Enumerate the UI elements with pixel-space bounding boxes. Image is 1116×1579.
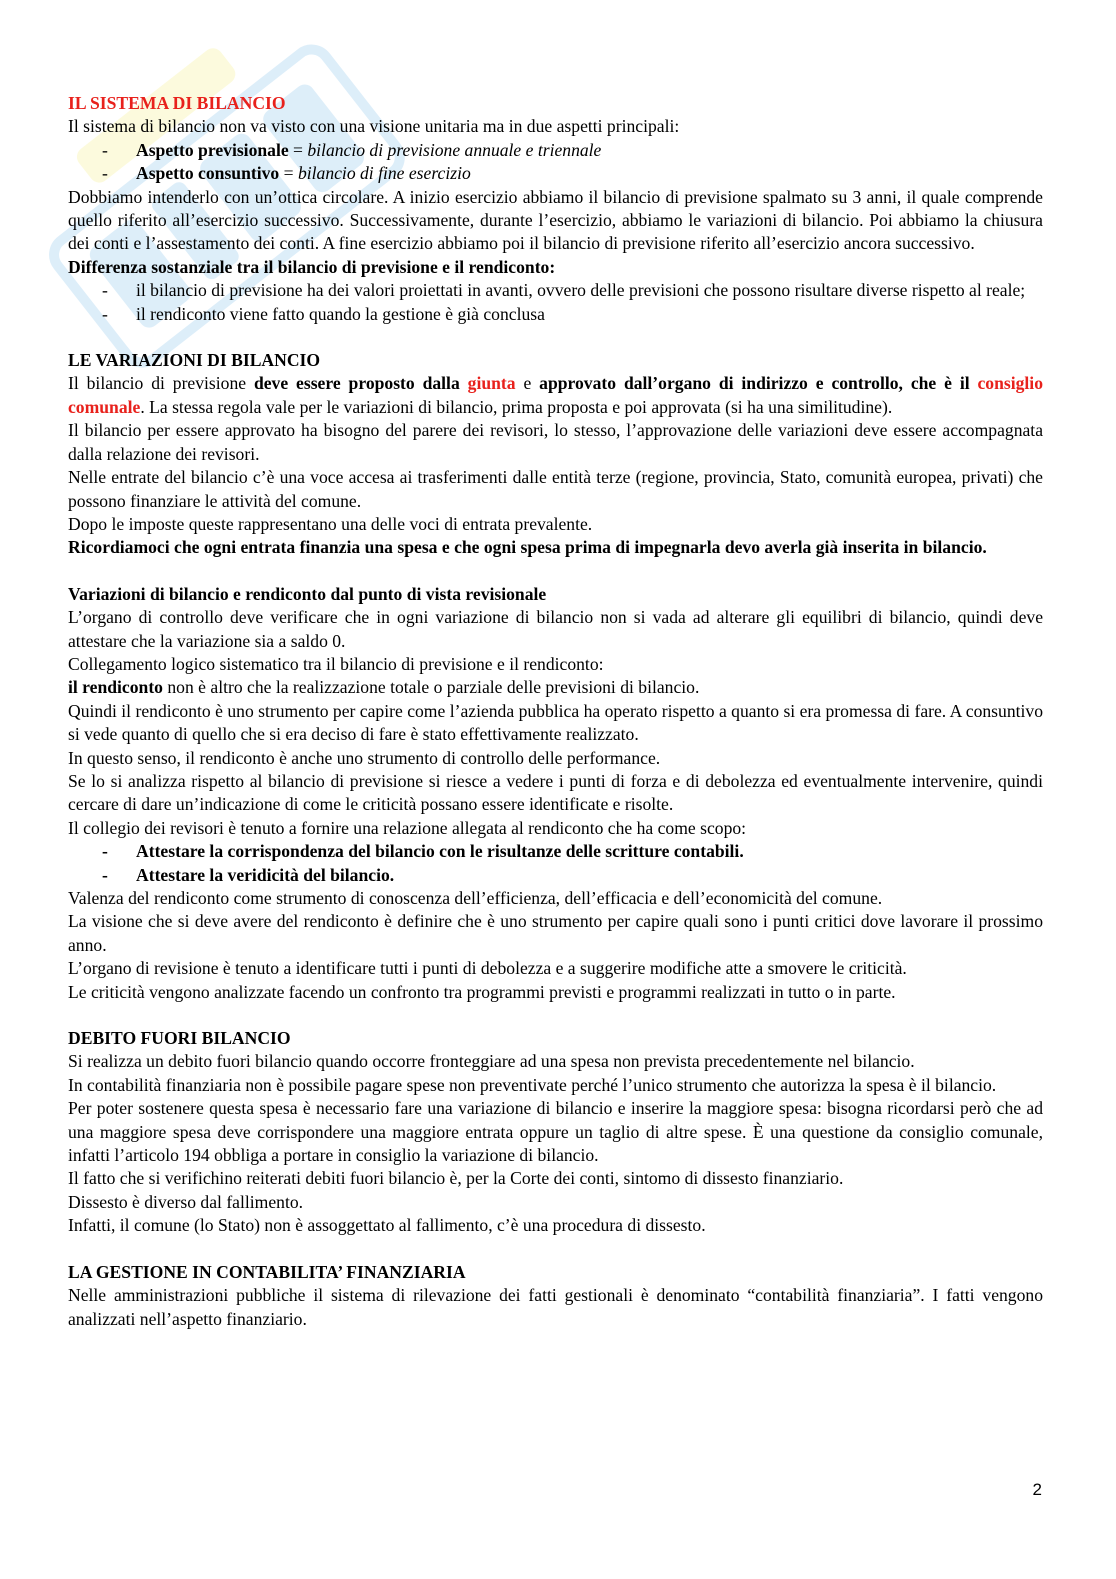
paragraph: Il sistema di bilancio non va visto con una visione unitaria ma in due aspetti principali: — [68, 116, 680, 137]
list-item: - Aspetto previsionale = bilancio di previsione annuale e triennale — [68, 139, 1043, 162]
list-item: - Aspetto consuntivo = bilancio di fine esercizio — [68, 162, 1043, 185]
section-title-gestione: LA GESTIONE IN CONTABILITA’ FINANZIARIA — [68, 1261, 466, 1282]
paragraph: Le criticità vengono analizzate facendo un confronto tra programmi previsti e programmi realizzati in tutto o in parte. — [68, 981, 896, 1002]
paragraph: L’organo di controllo deve verificare che in ogni variazione di bilancio non si vada ad alterare gli equilibri di bilancio, quindi deve attestare che la variazione sia a saldo 0. — [68, 607, 1043, 651]
list-item: - il rendiconto viene fatto quando la gestione è già conclusa — [68, 303, 1043, 326]
paragraph: La visione che si deve avere del rendiconto è definire che è uno strumento per capire quali sono i punti critici dove lavorare il prossimo anno. — [68, 911, 1043, 955]
page-number: 2 — [1032, 1480, 1042, 1499]
paragraph: L’organo di revisione è tenuto a identificare tutti i punti di debolezza e a suggerire modifiche atte a smovere le criticità. — [68, 958, 907, 979]
paragraph: Collegamento logico sistematico tra il bilancio di previsione e il rendiconto: — [68, 653, 604, 674]
bullet-list — [68, 840, 1043, 887]
paragraph: Si realizza un debito fuori bilancio quando occorre fronteggiare ad una spesa non prevista precedentemente nel bilancio. — [68, 1051, 915, 1072]
list-item: - Attestare la veridicità del bilancio. — [68, 864, 1043, 887]
paragraph: Dopo le imposte queste rappresentano una delle voci di entrata prevalente. — [68, 513, 593, 534]
paragraph: Il bilancio di previsione deve essere proposto dalla giunta e approvato dall’organo di indirizzo e controllo, che è il consiglio comunale. La stessa regola vale per le variazioni di bilancio, prima proposta e poi approvata (si ha una similitudine). — [68, 373, 1043, 417]
paragraph: Quindi il rendiconto è uno strumento per capire come l’azienda pubblica ha operato rispetto a quanto si era promessa di fare. A consuntivo si vede quanto di quello che si era deciso di fare è stato effettivamente realizzato. — [68, 700, 1043, 745]
paragraph: Dissesto è diverso dal fallimento. — [68, 1191, 304, 1212]
paragraph: Se lo si analizza rispetto al bilancio di previsione si riesce a vedere i punti di forza e di debolezza ed eventualmente intervenire, quindi cercare di dare un’indicazione di come le criticità possano essere identificate e risolte. — [68, 770, 1043, 815]
paragraph: Nelle amministrazioni pubbliche il sistema di rilevazione dei fatti gestionali è denominato “contabilità finanziaria”. I fatti vengono analizzati nell’aspetto finanziario. — [68, 1285, 1043, 1329]
paragraph: Infatti, il comune (lo Stato) non è assoggettato al fallimento, c’è una procedura di dissesto. — [68, 1215, 706, 1236]
paragraph: Valenza del rendiconto come strumento di conoscenza dell’efficienza, dell’efficacia e dell’economicità del comune. — [68, 888, 883, 908]
paragraph: Dobbiamo intenderlo con un’ottica circolare. A inizio esercizio abbiamo il bilancio di previsione spalmato su 3 anni, il quale comprende quello riferito all’esercizio successivo. Successivamente, durante l’esercizio, abbiamo le variazioni di bilancio. Poi abbiamo la chiusura dei conti e l’assestamento dei conti. A fine esercizio abbiamo poi il bilancio di previsione riferito all’esercizio ancora successivo. — [68, 186, 1043, 254]
section-title-sistema-bilancio: IL SISTEMA DI BILANCIO — [68, 93, 286, 113]
paragraph: In contabilità finanziaria non è possibile pagare spese non preventivate perché l’unico strumento che autorizza la spesa è il bilancio. — [68, 1074, 997, 1095]
list-item: - Attestare la corrispondenza del bilancio con le risultanze delle scritture contabili. — [68, 840, 1043, 863]
bullet-list — [68, 279, 1043, 326]
bullet-list — [68, 139, 1043, 186]
section-title-variazioni: LE VARIAZIONI DI BILANCIO — [68, 350, 321, 371]
paragraph: Il fatto che si verifichino reiterati debiti fuori bilancio è, per la Corte dei conti, sintomo di dissesto finanziario. — [68, 1168, 844, 1189]
document-page — [68, 92, 1043, 1331]
paragraph: Per poter sostenere questa spesa è necessario fare una variazione di bilancio e inserire la maggiore spesa: bisogna ricordarsi però che ad una maggiore spesa deve corrispondere una maggiore entrata oppure un taglio di altre spese. È una questione da consiglio comunale, infatti l’articolo 194 obbliga a portare in consiglio la variazione di bilancio. — [68, 1098, 1043, 1166]
paragraph: Il bilancio per essere approvato ha bisogno del parere dei revisori, lo stesso, l’approvazione delle variazioni deve essere accompagnata dalla relazione dei revisori. — [68, 420, 1043, 464]
section-title-debito: DEBITO FUORI BILANCIO — [68, 1028, 291, 1049]
paragraph: Nelle entrate del bilancio c’è una voce accesa ai trasferimenti dalle entità terze (regione, provincia, Stato, comunità europea, privati) che possono finanziare le attività del comune. — [68, 467, 1043, 511]
paragraph: In questo senso, il rendiconto è anche uno strumento di controllo delle performance. — [68, 747, 661, 768]
paragraph-bold: Ricordiamoci che ogni entrata finanzia una spesa e che ogni spesa prima di impegnarla devo averla già inserita in bilancio. — [68, 537, 987, 558]
paragraph: Il collegio dei revisori è tenuto a fornire una relazione allegata al rendiconto che ha come scopo: — [68, 817, 747, 838]
list-item: - il bilancio di previsione ha dei valori proiettati in avanti, ovvero delle previsioni che possono risultare diverse rispetto al reale; — [68, 279, 1043, 302]
section-subtitle-revisionale: Variazioni di bilancio e rendiconto dal punto di vista revisionale — [68, 583, 547, 604]
paragraph: il rendiconto non è altro che la realizzazione totale o parziale delle previsioni di bilancio. — [68, 677, 700, 698]
paragraph-bold: Differenza sostanziale tra il bilancio di previsione e il rendiconto: — [68, 256, 556, 277]
